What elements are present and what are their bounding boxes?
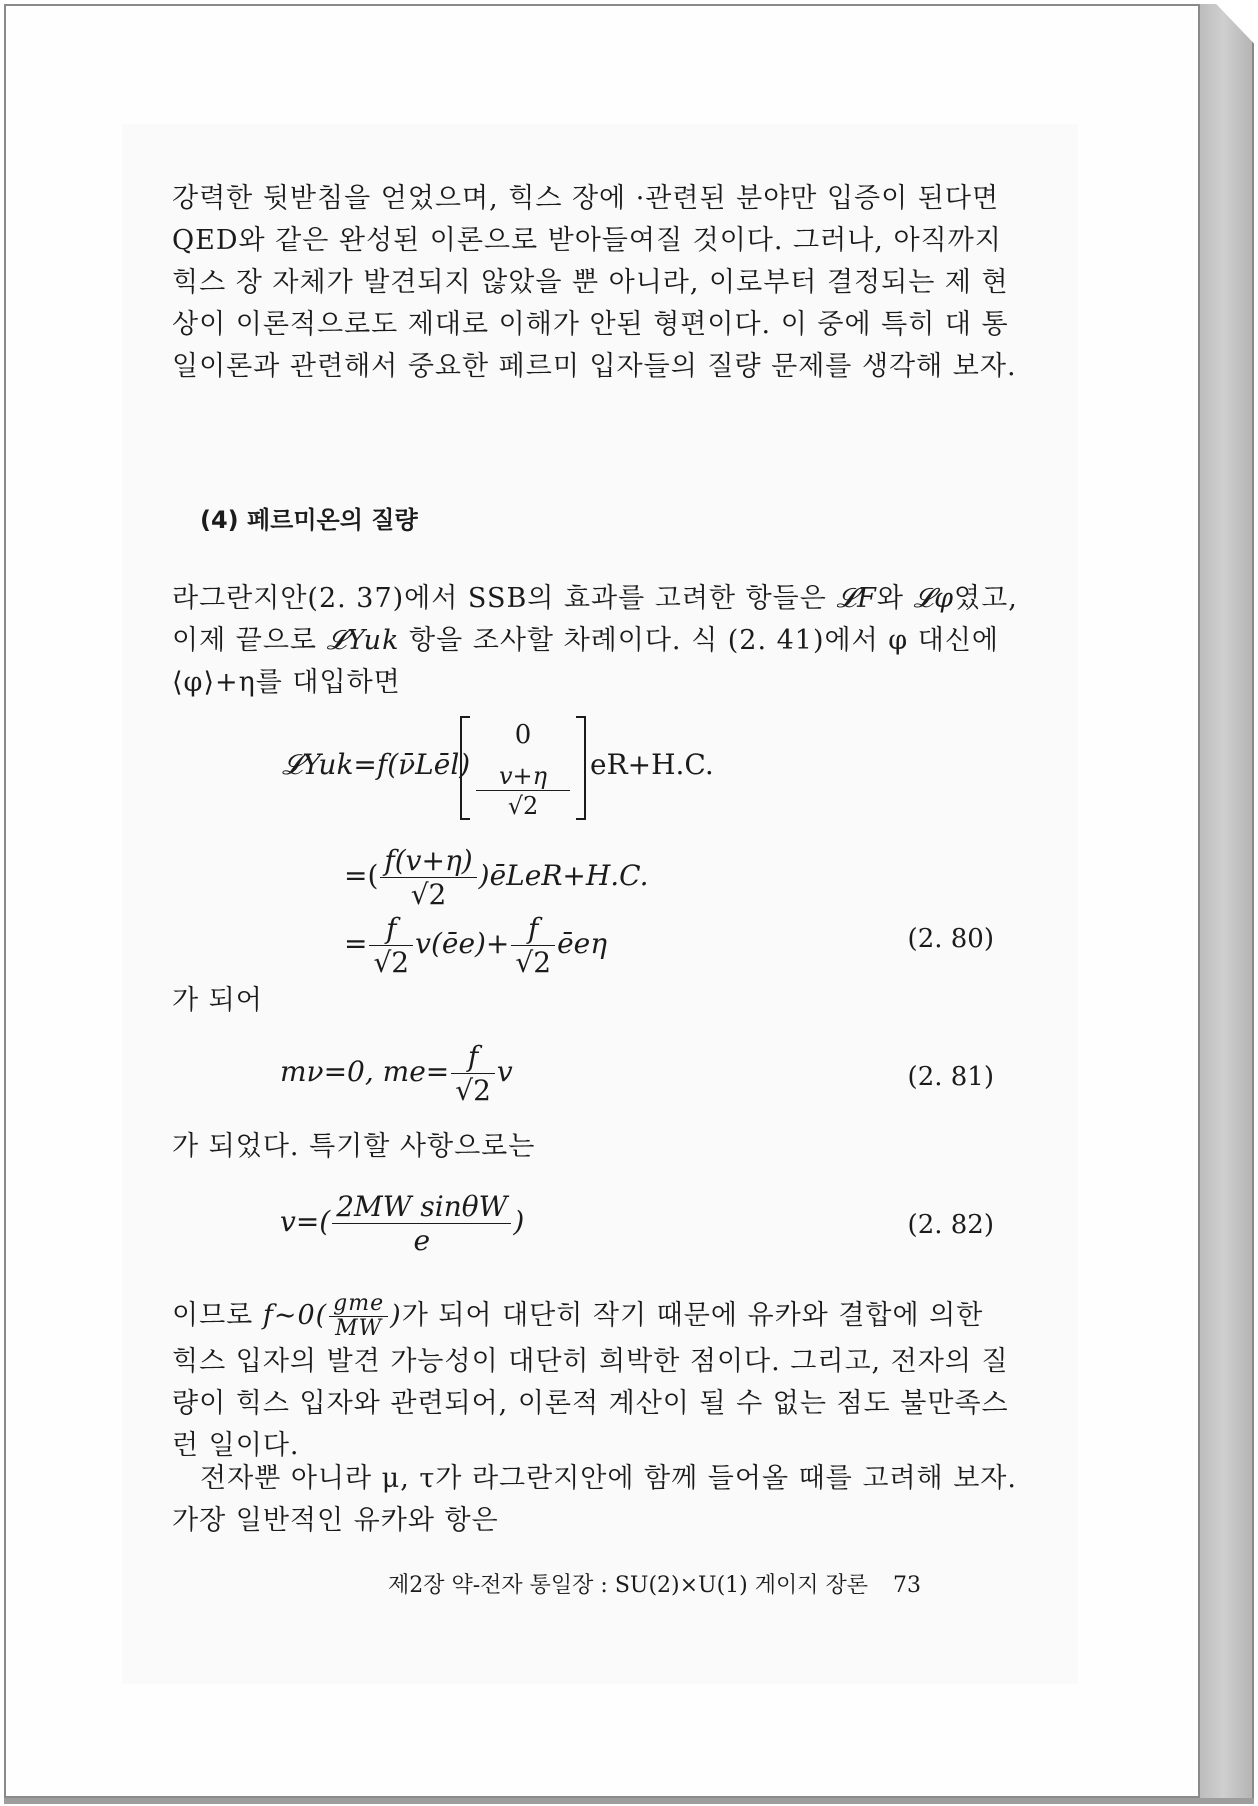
page-number: 73 (893, 1573, 921, 1598)
math-run: ēeη (557, 927, 607, 960)
page-footer (388, 1568, 921, 1599)
math-run: )ēLeR+H.C. (478, 859, 649, 892)
equation-yukawa-rhs: eR+H.C. (590, 748, 714, 781)
math-run: = (344, 927, 368, 960)
fraction (332, 1190, 511, 1257)
equation-number-2-80: (2. 80) (907, 924, 994, 954)
math-run: v(ēe)+ (415, 927, 510, 960)
text-run: 이므로 (172, 1300, 263, 1331)
fraction (380, 844, 476, 911)
fraction-numerator: f (369, 912, 413, 946)
fraction-numerator: f (511, 912, 555, 946)
math-run: v (496, 1055, 513, 1088)
vector-bottom-denominator: √2 (507, 792, 539, 820)
inline-math: ) (390, 1300, 402, 1331)
math-run: ) (513, 1205, 525, 1238)
paragraph-special-note: 가 되었다. 특기할 사항으로는 (172, 1131, 536, 1162)
paragraph-intro: 강력한 뒷받침을 얻었으며, 힉스 장에 ·관련된 분야만 입증이 된다면 QED와 같은 완성된 이론으로 받아들여질 것이다. 그러나, 아직까지 힉스 장 자체가 발견되지 않았을 뿐 아니라, 이로부터 결정되는 제 현상이 이론적으로도 제대로 이해가 안된 형편이다. 이 중에 특히 대 통일이론과 관련해서 중요한 페르미 입자들의 질량 문제를 생각해 보자. (172, 183, 1017, 382)
fraction-denominator: e (413, 1224, 431, 1257)
math-run: mν=0, me= (280, 1055, 450, 1088)
equation-2-82 (280, 1190, 524, 1257)
text-run: 항을 조사할 차례이다. 식 (2. 41)에서 φ 대신에 ⟨φ⟩+η를 대입하면 (172, 625, 999, 698)
fraction-denominator: MW (335, 1316, 383, 1341)
equation-line-2 (344, 844, 649, 911)
math-run: v=( (280, 1205, 331, 1238)
text-run: 가 되어 대단히 작기 때문에 유카와 결합에 의한 힉스 입자의 발견 가능성이 대단히 희박한 점이다. 그리고, 전자의 질량이 힉스 입자와 관련되어, 이론적 계산이 될 수 없는 점도 불만족스런 일이다. (172, 1300, 1009, 1461)
paragraph-higgs-yukawa (172, 1292, 1018, 1467)
equation-number-2-81: (2. 81) (907, 1062, 994, 1092)
vector-bottom-numerator: v+η (476, 762, 570, 791)
fraction (369, 912, 413, 979)
inline-fraction (329, 1292, 388, 1341)
text-run: 라그란지안(2. 37)에서 SSB의 효과를 고려한 항들은 (172, 583, 837, 614)
lagrangian-phi-symbol: 𝓛φ (913, 583, 955, 614)
fraction-numerator: f (451, 1040, 495, 1074)
fraction-numerator: f(v+η) (380, 844, 476, 878)
math-run: =( (344, 859, 379, 892)
equation-2-81 (280, 1040, 513, 1107)
vector-top-entry: 0 (514, 720, 532, 750)
equation-number-2-82: (2. 82) (907, 1210, 994, 1240)
section-heading: (4) 페르미온의 질량 (200, 506, 418, 534)
paragraph-lagrangian (172, 578, 1018, 704)
paragraph-mu-tau: 전자뿐 아니라 μ, τ가 라그란지안에 함께 들어올 때를 고려해 보자. 가장 일반적인 유카와 항은 (172, 1463, 1017, 1536)
text-run: 와 (876, 583, 914, 614)
page-bottom-edge (4, 1798, 1254, 1804)
inline-math: f∼0( (262, 1300, 328, 1331)
fraction-denominator: √2 (410, 878, 447, 911)
fraction-denominator: √2 (373, 946, 410, 979)
equation-2-80 (344, 912, 607, 979)
fraction-numerator: gme (329, 1292, 388, 1317)
equation-yukawa-lhs: 𝓛Yuk=f(ν̄Lēl) (282, 748, 471, 781)
fraction-denominator: √2 (515, 946, 552, 979)
fraction-denominator: √2 (455, 1074, 491, 1107)
column-vector (460, 716, 586, 820)
chapter-title: 제2장 약-전자 통일장 : SU(2)×U(1) 게이지 장론 (388, 1573, 868, 1598)
lagrangian-yuk-symbol: 𝓛Yuk (326, 625, 400, 656)
lagrangian-f-symbol: 𝓛F (836, 583, 877, 614)
fraction-numerator: 2MW sinθW (332, 1190, 511, 1224)
paragraph-ga-doeeo: 가 되어 (172, 985, 263, 1016)
fraction (451, 1040, 495, 1107)
text-run: 였고, 이제 끝으로 (172, 583, 1018, 656)
page-edge-shadow (1200, 4, 1254, 1802)
fraction (511, 912, 555, 979)
